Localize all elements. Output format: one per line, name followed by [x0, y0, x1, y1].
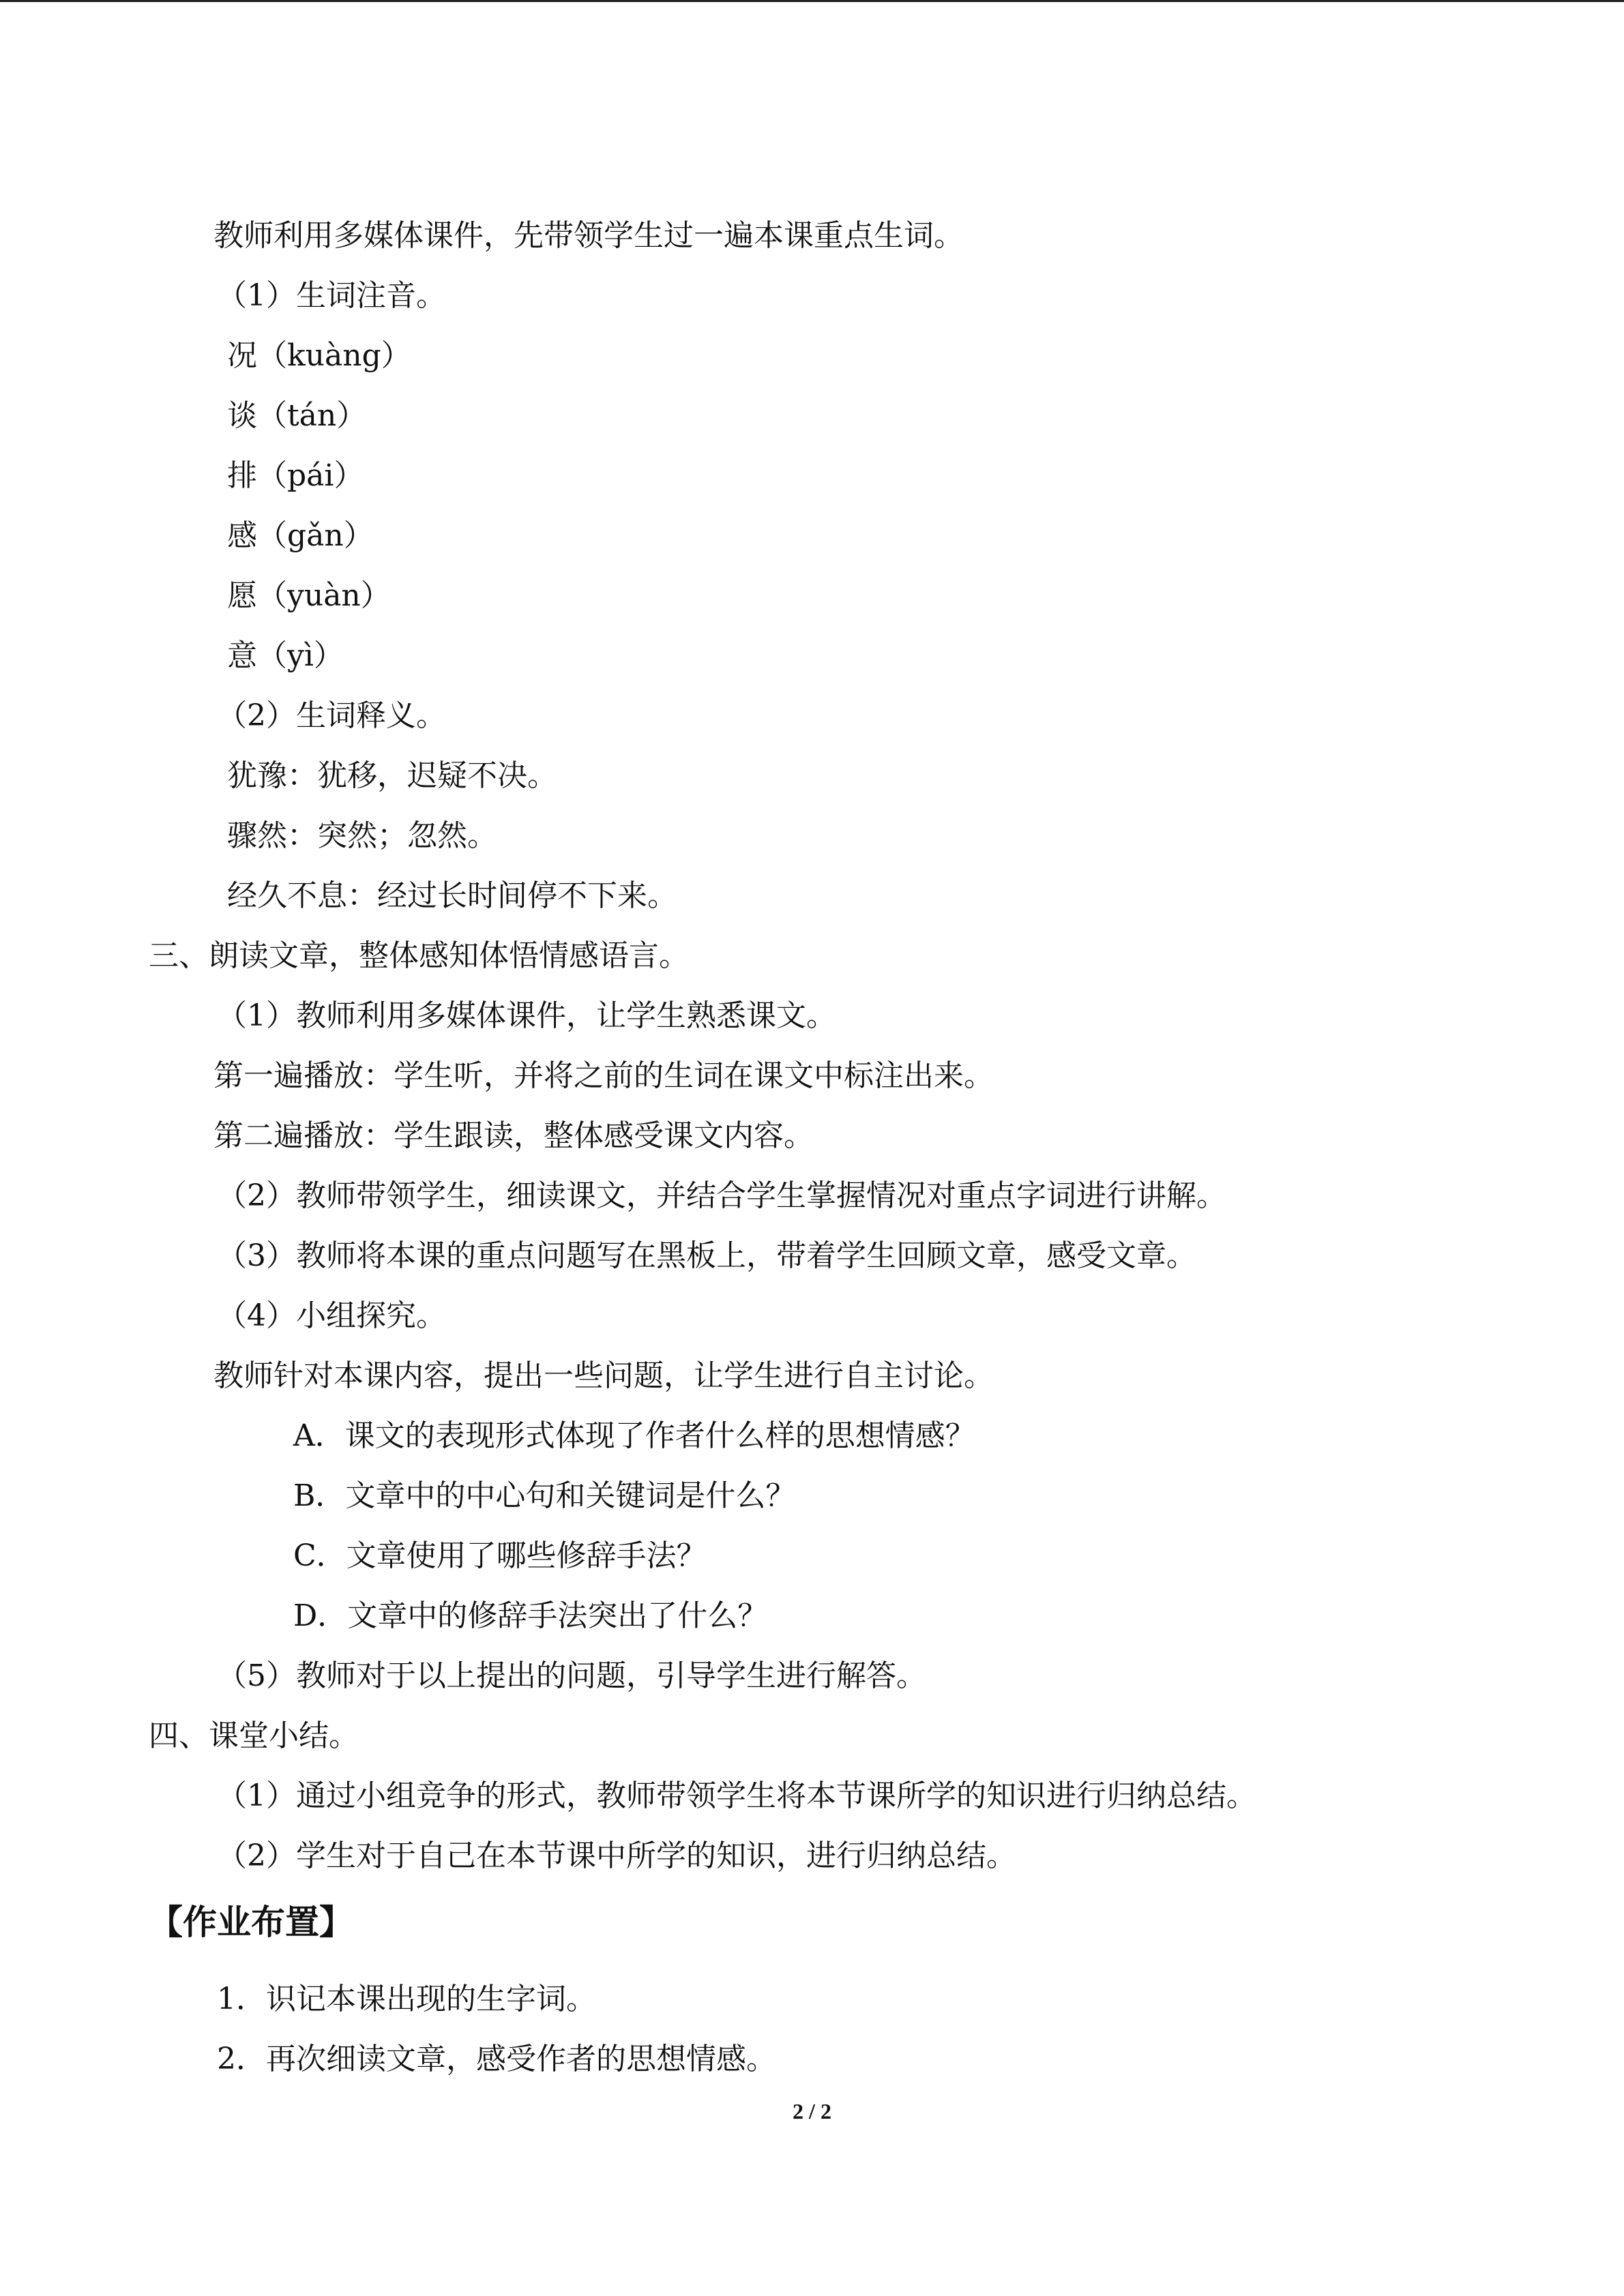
discussion-question: D．文章中的修辞手法突出了什么？: [293, 1598, 768, 1633]
section-four-heading: 四、课堂小结。: [149, 1718, 359, 1753]
page-top-border: [0, 0, 1624, 2]
discussion-question: B．文章中的中心句和关键词是什么？: [293, 1478, 796, 1513]
page-number: 2 / 2: [793, 2099, 831, 2123]
section-three-step-3: （3）教师将本课的重点问题写在黑板上，带着学生回顾文章，感受文章。: [217, 1238, 1196, 1273]
first-playback: 第一遍播放：学生听，并将之前的生词在课文中标注出来。: [213, 1058, 994, 1093]
definition-item: 犹豫：犹移，迟疑不决。: [227, 758, 557, 793]
definition-item: 经久不息：经过长时间停不下来。: [227, 878, 677, 913]
pinyin-item: 感（gǎn）: [227, 518, 374, 553]
discussion-question: C．文章使用了哪些修辞手法？: [293, 1538, 707, 1573]
pinyin-item: 谈（tán）: [227, 398, 367, 433]
pinyin-label: （1）生词注音。: [217, 278, 446, 313]
summary-item: （2）学生对于自己在本节课中所学的知识，进行归纳总结。: [217, 1838, 1016, 1873]
discussion-question: A．课文的表现形式体现了作者什么样的思想情感？: [293, 1418, 975, 1453]
homework-item: 1．识记本课出现的生字词。: [217, 1982, 596, 2016]
discussion-intro: 教师针对本课内容，提出一些问题，让学生进行自主讨论。: [213, 1358, 994, 1393]
section-three-step-2: （2）教师带领学生，细读课文，并结合学生掌握情况对重点字词进行讲解。: [217, 1178, 1226, 1213]
pinyin-item: 意（yì）: [227, 638, 344, 673]
section-three-step-5: （5）教师对于以上提出的问题，引导学生进行解答。: [217, 1658, 926, 1693]
section-three-step-1: （1）教师利用多媒体课件，让学生熟悉课文。: [217, 998, 836, 1033]
pinyin-item: 愿（yuàn）: [227, 578, 391, 613]
second-playback: 第二遍播放：学生跟读，整体感受课文内容。: [213, 1118, 814, 1153]
section-three-step-4: （4）小组探究。: [217, 1298, 446, 1333]
homework-item: 2．再次细读文章，感受作者的思想情感。: [217, 2042, 776, 2076]
intro-paragraph: 教师利用多媒体课件，先带领学生过一遍本课重点生词。: [213, 218, 964, 253]
section-three-heading: 三、朗读文章，整体感知体悟情感语言。: [149, 938, 689, 973]
summary-item: （1）通过小组竞争的形式，教师带领学生将本节课所学的知识进行归纳总结。: [217, 1778, 1256, 1813]
definition-item: 骤然：突然；忽然。: [227, 818, 497, 853]
pinyin-item: 况（kuàng）: [227, 338, 411, 373]
homework-heading: 【作业布置】: [149, 1903, 353, 1942]
pinyin-item: 排（pái）: [227, 458, 364, 493]
definitions-label: （2）生词释义。: [217, 698, 446, 733]
